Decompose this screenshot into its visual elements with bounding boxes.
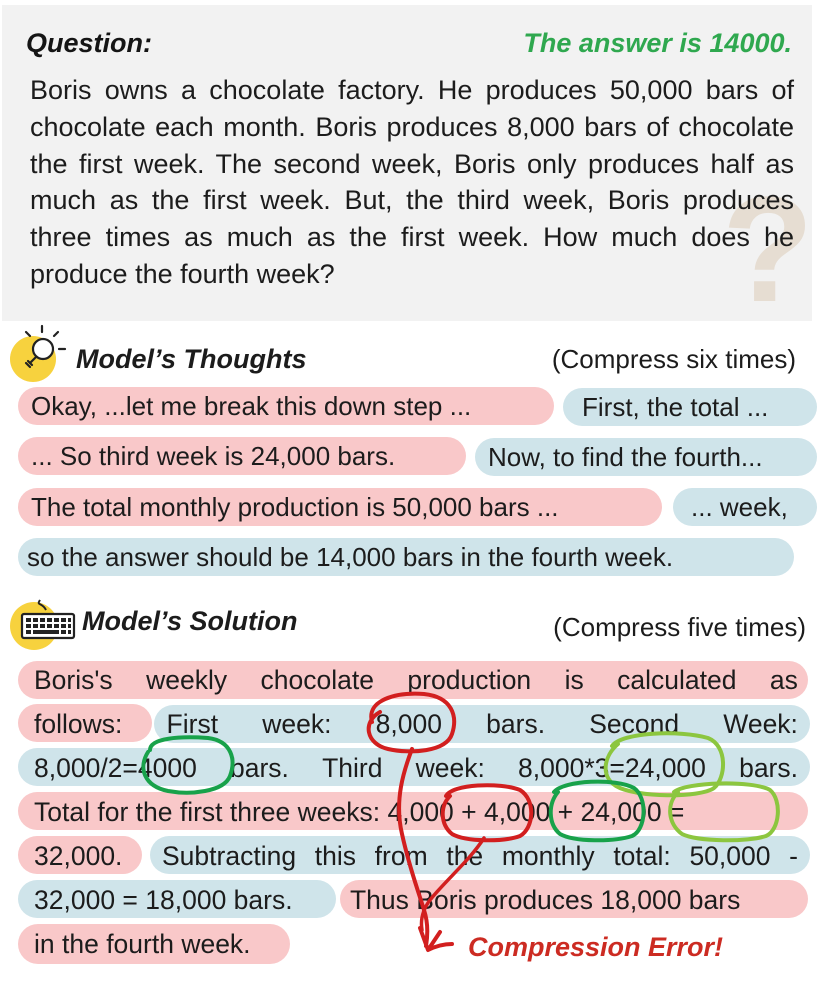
thoughts-title: Model’s Thoughts xyxy=(76,344,307,374)
red-circle-4000 xyxy=(443,785,532,840)
compression-error-label: Compression Error! xyxy=(468,932,724,962)
question-label: Question: xyxy=(26,28,152,58)
solution-line-7: in the fourth week. xyxy=(34,929,251,959)
thought-chip: ... week, xyxy=(673,488,817,526)
question-mark-icon: ? xyxy=(722,165,814,333)
solution-line-1: Boris's weekly chocolate production is calculated as xyxy=(34,665,798,695)
answer-text: The answer is 14000. xyxy=(523,28,792,58)
solution-line-5a: 32,000. xyxy=(34,841,123,871)
thought-chip: ... So third week is 24,000 bars. xyxy=(18,437,466,475)
solution-title: Model’s Solution xyxy=(82,606,298,636)
solution-line-6a: 32,000 = 18,000 bars. xyxy=(34,885,293,915)
thought-chip: The total monthly production is 50,000 bars ... xyxy=(18,488,662,526)
green-circle-4000-a xyxy=(143,737,232,792)
thought-chip: Now, to find the fourth... xyxy=(475,438,817,476)
solution-line-6b: Thus Boris produces 18,000 bars xyxy=(350,885,741,915)
solution-line-5b: Subtracting this from the monthly total: 50,000 - xyxy=(162,841,798,871)
lime-circle-24000-b xyxy=(670,783,778,840)
solution-line-2: follows: First week: 8,000 bars. Second Week: xyxy=(34,709,798,739)
solution-line-4: Total for the first three weeks: 4,000 + 4,000 + 24,000 = xyxy=(34,797,685,827)
error-arrow xyxy=(399,749,452,950)
thought-chip: First, the total ... xyxy=(563,388,817,426)
thought-chip: Okay, ...let me break this down step ... xyxy=(18,387,554,425)
red-circle-8000 xyxy=(369,694,454,752)
solution-note: (Compress five times) xyxy=(553,612,806,642)
thoughts-note: (Compress six times) xyxy=(551,344,796,374)
solution-line-3: 8,000/2=4000 bars. Third week: 8,000*3=24,000 bars. xyxy=(34,753,798,783)
question-text: Boris owns a chocolate factory. He produces 50,000 bars of chocolate each month. Boris produces 8,000 bars of chocolate the first week. The second week, Boris only produces half as much as the first week. But, the third week, Boris produces three times as much as the first week. How much does he produce the fourth week? xyxy=(30,75,794,289)
thought-chip: so the answer should be 14,000 bars in the fourth week. xyxy=(18,538,794,576)
